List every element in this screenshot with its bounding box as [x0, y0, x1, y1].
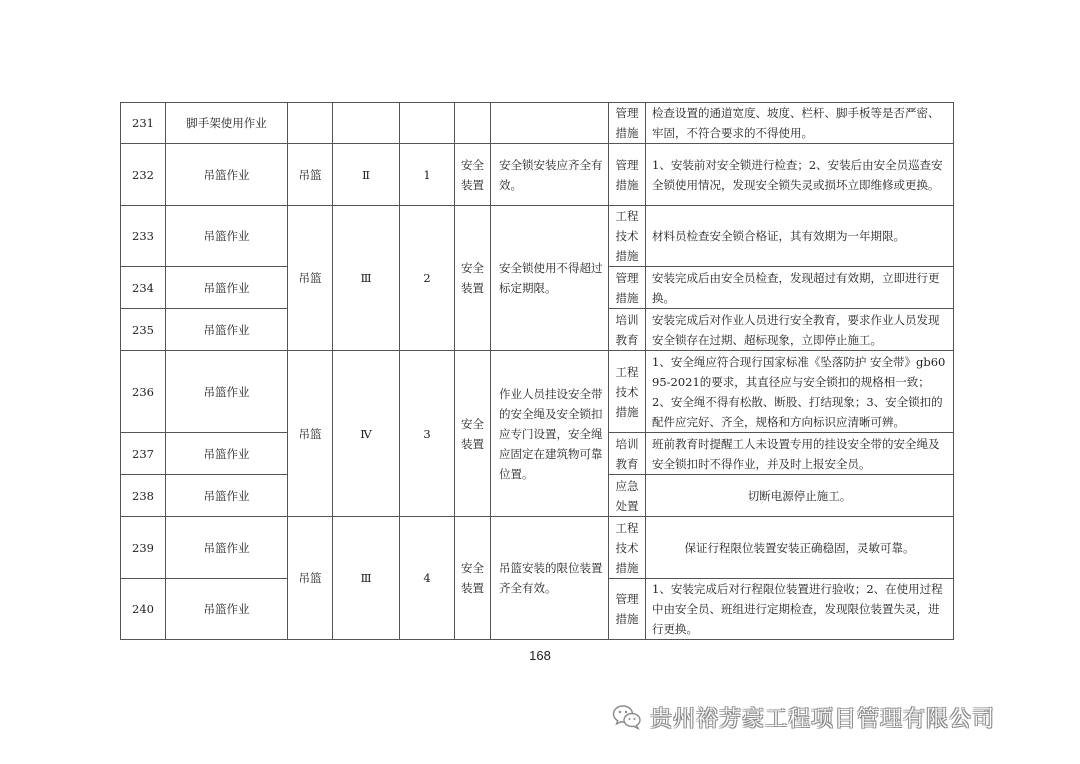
check-category: 安全装置	[455, 517, 491, 640]
work-type: 吊篮作业	[166, 433, 288, 475]
table-row	[121, 351, 954, 433]
row-number: 240	[121, 579, 166, 640]
work-type: 脚手架使用作业	[166, 103, 288, 144]
row-number: 239	[121, 517, 166, 579]
row-number: 234	[121, 267, 166, 309]
row-number: 235	[121, 309, 166, 351]
check-requirement: 安全锁安装应齐全有效。	[491, 144, 609, 206]
measure-text: 1、安装完成后对行程限位装置进行验收；2、在使用过程中由安全员、班组进行定期检查，发现限位装置失灵，进行更换。	[646, 579, 954, 640]
measure-type: 培训教育	[609, 433, 646, 475]
risk-control-table	[120, 102, 954, 640]
equipment: 吊篮	[288, 144, 333, 206]
check-requirement: 吊篮安装的限位装置齐全有效。	[491, 517, 609, 640]
check-category: 安全装置	[455, 206, 491, 351]
check-requirement: 作业人员挂设安全带的安全绳及安全锁扣应专门设置，安全绳应固定在建筑物可靠位置。	[491, 351, 609, 517]
measure-type: 培训教育	[609, 309, 646, 351]
row-number: 231	[121, 103, 166, 144]
work-type: 吊篮作业	[166, 206, 288, 267]
equipment-cell	[288, 103, 333, 144]
work-type: 吊篮作业	[166, 475, 288, 517]
row-number: 232	[121, 144, 166, 206]
table-row	[121, 144, 954, 206]
check-requirement: 安全锁使用不得超过标定期限。	[491, 206, 609, 351]
watermark	[612, 702, 995, 732]
risk-level: Ⅲ	[333, 206, 400, 351]
work-type: 吊篮作业	[166, 144, 288, 206]
measure-type: 管理措施	[609, 103, 646, 144]
measure-text: 1、安装前对安全锁进行检查；2、安装后由安全员巡查安全锁使用情况，发现安全锁失灵或损坏立即维修或更换。	[646, 144, 954, 206]
measure-text: 检查设置的通道宽度、坡度、栏杆、脚手板等是否严密、牢固，不符合要求的不得使用。	[646, 103, 954, 144]
equipment: 吊篮	[288, 517, 333, 640]
row-number: 236	[121, 351, 166, 433]
measure-type: 工程技术措施	[609, 517, 646, 579]
work-type: 吊篮作业	[166, 351, 288, 433]
category-cell	[455, 103, 491, 144]
row-number: 238	[121, 475, 166, 517]
item-seq: 3	[400, 351, 455, 517]
item-seq: 1	[400, 144, 455, 206]
item-seq: 4	[400, 517, 455, 640]
risk-level: Ⅱ	[333, 144, 400, 206]
work-type: 吊篮作业	[166, 517, 288, 579]
measure-type: 管理措施	[609, 144, 646, 206]
watermark-text: 贵州裕芳豪工程项目管理有限公司	[650, 706, 996, 732]
page-number: 168	[529, 648, 551, 663]
measure-type: 工程技术措施	[609, 351, 646, 433]
measure-text: 材料员检查安全锁合格证，其有效期为一年期限。	[646, 206, 954, 267]
risk-level: Ⅳ	[333, 351, 400, 517]
measure-text: 安装完成后对作业人员进行安全教育，要求作业人员发现安全锁存在过期、超标现象，立即停止施工。	[646, 309, 954, 351]
measure-type: 工程技术措施	[609, 206, 646, 267]
measure-type: 管理措施	[609, 267, 646, 309]
check-category: 安全装置	[455, 351, 491, 517]
row-number: 237	[121, 433, 166, 475]
measure-text: 班前教育时提醒工人未设置专用的挂设安全带的安全绳及安全锁扣时不得作业，并及时上报安全员。	[646, 433, 954, 475]
work-type: 吊篮作业	[166, 579, 288, 640]
seq-cell	[400, 103, 455, 144]
work-type: 吊篮作业	[166, 309, 288, 351]
item-seq: 2	[400, 206, 455, 351]
level-cell	[333, 103, 400, 144]
risk-level: Ⅲ	[333, 517, 400, 640]
wechat-icon	[612, 704, 642, 730]
measure-text: 切断电源停止施工。	[646, 475, 954, 517]
requirement-cell	[491, 103, 609, 144]
work-type: 吊篮作业	[166, 267, 288, 309]
row-number: 233	[121, 206, 166, 267]
table-row	[121, 206, 954, 267]
check-category: 安全装置	[455, 144, 491, 206]
table-row	[121, 517, 954, 579]
table-row	[121, 103, 954, 144]
measure-text: 保证行程限位装置安装正确稳固，灵敏可靠。	[646, 517, 954, 579]
equipment: 吊篮	[288, 351, 333, 517]
measure-text: 1、安全绳应符合现行国家标准《坠落防护 安全带》gb6095-2021的要求，其直径应与安全锁扣的规格相一致；2、安全绳不得有松散、断股、打结现象；3、安全锁扣的配件应完好、齐全，规格和方向标识应清晰可辨。	[646, 351, 954, 433]
measure-type: 应急处置	[609, 475, 646, 517]
measure-text: 安装完成后由安全员检查，发现超过有效期，立即进行更换。	[646, 267, 954, 309]
equipment: 吊篮	[288, 206, 333, 351]
measure-type: 管理措施	[609, 579, 646, 640]
